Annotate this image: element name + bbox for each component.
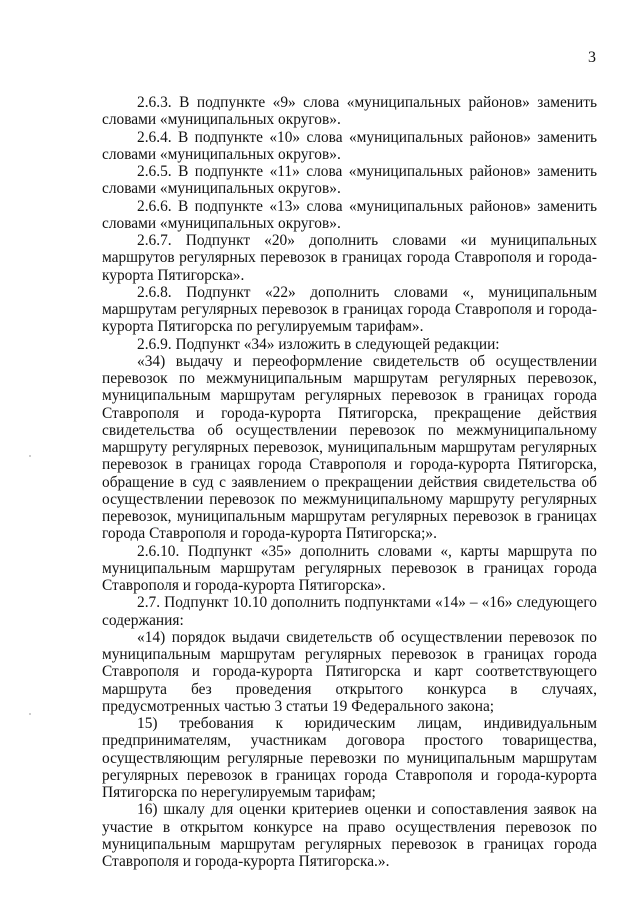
page-number: 3 — [588, 49, 596, 66]
paragraph-2-6-9: 2.6.9. Подпункт «34» изложить в следующей редакции: — [137, 335, 500, 353]
paragraph-2-6-5: 2.6.5. В подпункте «11» слова «муниципальных районов» заменить словами «муниципальных округов». — [102, 163, 597, 198]
paragraph-34-text: «34) выдачу и переоформление свидетельств об осуществлении перевозок по межмуниципальным маршрутам регулярных перевозок, муниципальным маршрутам регулярных перевозок в границах города Ставрополя и города-курорта Пятигорска, прекращение действия свидетельства об осуществлении перевозок по межмуниципальному маршруту регулярных перевозок, муниципальным маршрутам регулярных перевозок в границах города Ставрополя и города-курорта Пятигорска, обращение в суд с заявлением о прекращении действия свидетельства об осуществлении перевозок по межмуниципальному маршруту регулярных перевозок, муниципальным маршрутам регулярных перевозок в границах города Ставрополя и города-курорта Пятигорска;». — [102, 352, 597, 543]
paragraph-16-text: 16) шкалу для оценки критериев оценки и сопоставления заявок на участие в открытом конкурсе на право осуществления перевозок по муниципальным маршрутам регулярных перевозок в границах города Ставрополя и города-курорта Пятигорска.». — [102, 801, 597, 870]
paragraph-2-6-3: 2.6.3. В подпункте «9» слова «муниципальных районов» заменить словами «муниципальных округов». — [102, 94, 597, 129]
paragraph-15-text: 15) требования к юридическим лицам, индивидуальным предпринимателям, участникам договора простого товарищества, осуществляющим регулярные перевозки по муниципальным маршрутам регулярных перевозок в границах города Ставрополя и города-курорта Пятигорска по нерегулируемым тарифам; — [102, 715, 597, 801]
paragraph-2-6-4: 2.6.4. В подпункте «10» слова «муниципальных районов» заменить словами «муниципальных округов». — [102, 128, 597, 163]
paragraph-2-6-6: 2.6.6. В подпункте «13» слова «муниципальных районов» заменить словами «муниципальных округов». — [102, 197, 597, 232]
paragraph-2-7: 2.7. Подпункт 10.10 дополнить подпунктами «14» – «16» следующего содержания: — [102, 594, 597, 629]
paragraph-2-6-8: 2.6.8. Подпункт «22» дополнить словами «, муниципальным маршрутам регулярных перевозок в границах города Ставрополя и города-курорта Пятигорска по регулируемым тарифам». — [102, 283, 597, 336]
scan-mark — [29, 455, 31, 457]
paragraph-2-6-7: 2.6.7. Подпункт «20» дополнить словами «и муниципальных маршрутов регулярных перевозок в границах города Ставрополя и города-курорта Пятигорска». — [102, 232, 597, 284]
scan-mark — [29, 713, 31, 715]
paragraph-2-6-10: 2.6.10. Подпункт «35» дополнить словами «, карты маршрута по муниципальным маршрутам регулярных перевозок в границах города Ставрополя и города-курорта Пятигорска». — [102, 542, 597, 594]
paragraph-14-text: «14) порядок выдачи свидетельств об осуществлении перевозок по муниципальным маршрутам регулярных перевозок в границах города Ставрополя и города-курорта Пятигорска и карт соответствующего маршрута без проведения открытого конкурса в случаях, предусмотренных частью 3 статьи 19 Федерального закона; — [102, 628, 597, 715]
document-body — [102, 94, 597, 870]
